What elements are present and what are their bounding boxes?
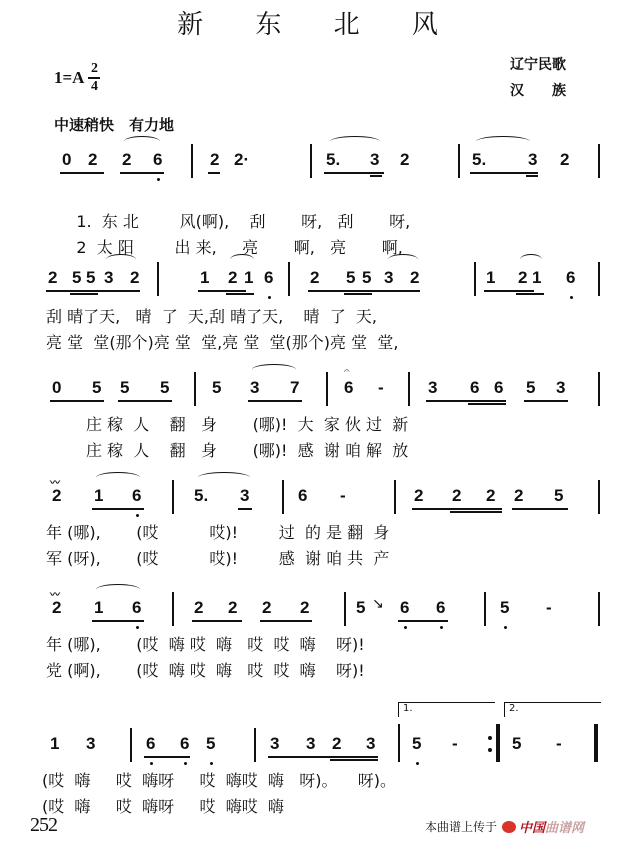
note: 5 xyxy=(362,268,372,287)
note: 2 xyxy=(486,486,496,505)
upload-text: 本曲谱上传于 xyxy=(425,820,498,834)
note: 1 xyxy=(244,268,254,287)
note: 6 xyxy=(132,598,142,617)
time-signature: $\frac{2}{4}$ xyxy=(88,62,100,94)
mordent-icon: 〰 xyxy=(50,478,60,489)
origin-credit: 辽宁民歌 xyxy=(510,57,566,73)
note: 2 xyxy=(332,734,342,753)
note: 3 xyxy=(366,734,376,753)
note: 2 xyxy=(52,486,62,505)
note: 5 xyxy=(92,378,102,397)
lyric-verse1: 年 (哪), (哎 哎)! 过 的 是 翻 身 xyxy=(46,523,390,542)
note: 6 xyxy=(146,734,156,753)
note: 5 xyxy=(86,268,96,287)
lyric-verse2: 2 太 阳 出 来, 亮 啊, 亮 啊, xyxy=(76,238,403,257)
note: 6 xyxy=(132,486,142,505)
note: 3 xyxy=(270,734,280,753)
note: 3 xyxy=(528,150,538,169)
note: 2 xyxy=(210,150,220,169)
note: 3 xyxy=(556,378,566,397)
note: 5. xyxy=(472,150,487,169)
note: 6 xyxy=(153,150,163,169)
lyric-verse1: 庄 稼 人 翻 身 (哪)! 大 家 伙 过 新 xyxy=(86,415,409,434)
page-number: 252 xyxy=(30,814,57,836)
note: 2 xyxy=(228,268,238,287)
note: 5. xyxy=(326,150,341,169)
note: 5 xyxy=(346,268,356,287)
volta-1: 1. xyxy=(398,702,495,717)
note: 0 xyxy=(62,150,72,169)
note: 5 xyxy=(72,268,82,287)
note: 3 xyxy=(384,268,394,287)
note: 5 xyxy=(206,734,216,753)
note: 6 xyxy=(344,378,354,397)
note: 2 xyxy=(228,598,238,617)
tempo-marking: 中速稍快 有力地 xyxy=(54,116,175,134)
note: 2 xyxy=(514,486,524,505)
lyric-verse2: 党 (啊), (哎 嗨 哎 嗨 哎 哎 嗨 呀)! xyxy=(46,661,365,680)
volta-2: 2. xyxy=(504,702,601,717)
lyric-verse1: 年 (哪), (哎 嗨 哎 嗨 哎 哎 嗨 呀)! xyxy=(46,635,365,654)
note: 3 xyxy=(306,734,316,753)
note: 3 xyxy=(240,486,250,505)
note: 1 xyxy=(200,268,210,287)
mordent-icon: 〰 xyxy=(50,590,60,601)
key-signature xyxy=(54,62,100,94)
note: 2 xyxy=(130,268,140,287)
note: 5 xyxy=(212,378,222,397)
brand-name-a: 中国 xyxy=(519,821,546,836)
note: 1 xyxy=(532,268,542,287)
lyric-verse2: 军 (呀), (哎 哎)! 感 谢 咱 共 产 xyxy=(46,549,390,568)
note: 3 xyxy=(370,150,380,169)
lyric-verse1: 1. 东 北 风(啊), 刮 呀, 刮 呀, xyxy=(76,212,411,231)
lyric-verse2: (哎 嗨 哎 嗨呀 哎 嗨哎 嗨 xyxy=(42,797,284,816)
note: 2 xyxy=(48,268,58,287)
repeat-end-barline xyxy=(496,724,500,762)
note: 1 xyxy=(94,598,104,617)
note: 5 xyxy=(412,734,422,753)
note: 2 xyxy=(452,486,462,505)
note: 1 xyxy=(94,486,104,505)
note: 2 xyxy=(52,598,62,617)
note: 5 xyxy=(500,598,510,617)
note: 5 xyxy=(554,486,564,505)
note: 2 xyxy=(88,150,98,169)
lyric-verse1: (哎 嗨 哎 嗨呀 哎 嗨哎 嗨 呀)。 呀)。 xyxy=(42,771,397,790)
fermata-icon: 𝄐 xyxy=(344,366,350,377)
note: - xyxy=(452,734,458,753)
note: 5 xyxy=(526,378,536,397)
lyric-verse2: 庄 稼 人 翻 身 (哪)! 感 谢 咱 解 放 xyxy=(86,441,409,460)
note: - xyxy=(546,598,552,617)
note: 2 xyxy=(262,598,272,617)
note: 6 xyxy=(400,598,410,617)
note: - xyxy=(340,486,346,505)
note: 6 xyxy=(180,734,190,753)
note: 6 xyxy=(436,598,446,617)
note: 5 xyxy=(356,598,366,617)
note: 5 xyxy=(512,734,522,753)
note: 3 xyxy=(428,378,438,397)
note: 2 xyxy=(194,598,204,617)
note: 2 xyxy=(300,598,310,617)
note: 3 xyxy=(86,734,96,753)
note: 2 xyxy=(310,268,320,287)
song-title: 新 东 北 风 xyxy=(177,10,460,40)
upload-watermark xyxy=(425,817,584,836)
note: 5 xyxy=(160,378,170,397)
note: 2 xyxy=(122,150,132,169)
note: 3 xyxy=(104,268,114,287)
note: 6 xyxy=(264,268,274,287)
note: 2 xyxy=(560,150,570,169)
key-label: 1=A xyxy=(54,68,85,87)
ethnicity-credit: 汉 族 xyxy=(510,83,566,99)
note: 1 xyxy=(50,734,60,753)
brand-name-b: 曲谱网 xyxy=(545,821,585,836)
note: 0 xyxy=(52,378,62,397)
note: 2 xyxy=(400,150,410,169)
note: 7 xyxy=(290,378,300,397)
note: 6 xyxy=(470,378,480,397)
note: 6 xyxy=(566,268,576,287)
note: - xyxy=(556,734,562,753)
note: 2 xyxy=(518,268,528,287)
note: 6 xyxy=(298,486,308,505)
note: - xyxy=(378,378,384,397)
note: 2· xyxy=(234,150,250,169)
glide-arrow-icon: ↘ xyxy=(372,596,384,612)
note: 2 xyxy=(414,486,424,505)
lyric-verse2: 亮 堂 堂(那个)亮 堂 堂,亮 堂 堂(那个)亮 堂 堂, xyxy=(46,333,399,352)
note: 2 xyxy=(410,268,420,287)
note: 1 xyxy=(486,268,496,287)
note: 5 xyxy=(120,378,130,397)
cpw-logo-icon xyxy=(502,821,516,833)
lyric-verse1: 刮 晴了天, 晴 了 天,刮 晴了天, 晴 了 天, xyxy=(46,307,378,326)
note: 3 xyxy=(250,378,260,397)
note: 6 xyxy=(494,378,504,397)
final-barline xyxy=(594,724,598,762)
note: 5. xyxy=(194,486,209,505)
